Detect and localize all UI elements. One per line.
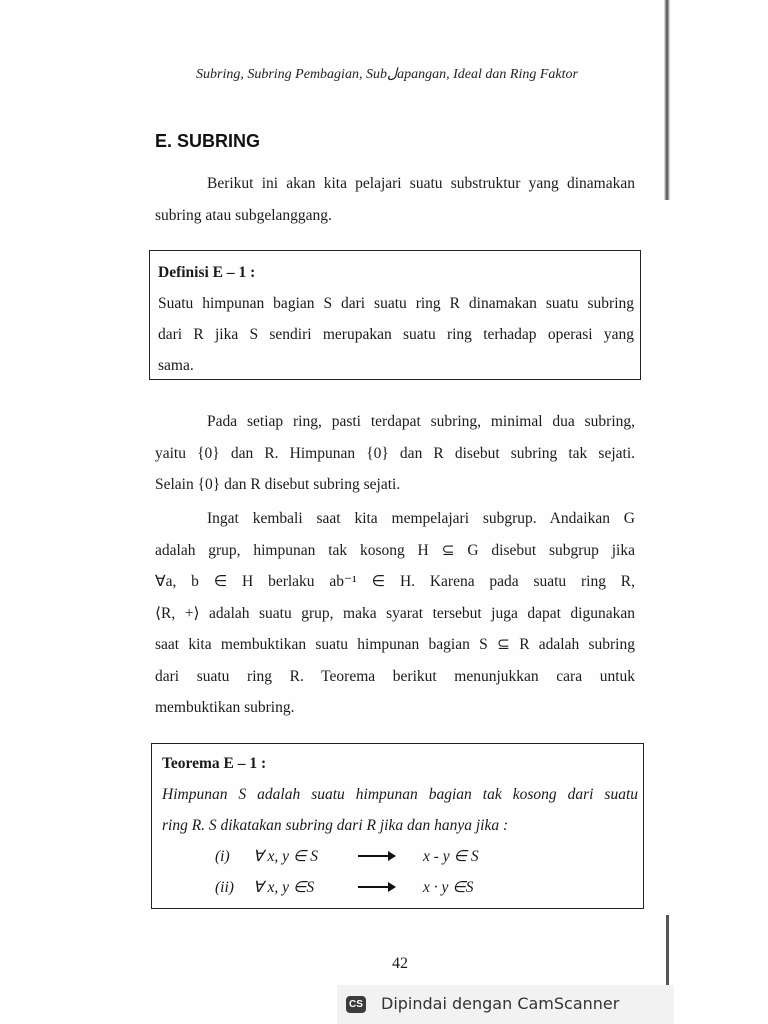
camscanner-logo-icon: CS [346,996,366,1013]
section-title: E. SUBRING [155,131,261,151]
page-number: 42 [392,955,408,972]
page-edge-shadow [664,0,670,200]
page-edge-shadow-lower [666,915,669,985]
theorem-line-1: Himpunan S adalah suatu himpunan bagian tak kosong dari suatu [162,786,638,803]
paragraph-1 [155,406,635,501]
paragraph-2-line-1: Ingat kembali saat kita mempelajari subgrup. Andaikan G [207,510,635,527]
paragraph-1-line-2: yaitu {0} dan R. Himpunan {0} dan R disebut subring tak sejati. [155,444,635,462]
intro-line-1: Berikut ini akan kita pelajari suatu substruktur yang dinamakan [207,175,635,192]
condition-row-2 [162,872,638,903]
theorem-box [151,743,644,909]
paragraph-2-line-2: adalah grup, himpunan tak kosong H ⊆ G disebut subgrup jika [155,541,635,559]
paragraph-2-line-6: dari suatu ring R. Teorema berikut menunjukkan cara untuk [155,667,635,685]
paragraph-1-line-1: Pada setiap ring, pasti terdapat subring, minimal dua subring, [207,413,635,430]
theorem-title: Teorema E – 1 : [162,755,267,772]
paragraph-2 [155,503,635,724]
definition-title: Definisi E – 1 : [158,264,256,281]
condition-2-premise: ∀ x, y ∈S [253,879,315,896]
definition-line-2: dari R jika S sendiri merupakan suatu ring terhadap operasi yang [158,326,634,343]
definition-line-3: sama. [158,357,194,374]
intro-paragraph [155,168,635,231]
paragraph-1-line-3: Selain {0} dan R disebut subring sejati. [155,476,401,493]
paragraph-2-line-7: membuktikan subring. [155,699,295,716]
theorem-line-2: ring R. S dikatakan subring dari R jika dan hanya jika : [162,817,509,834]
condition-2-label: (ii) [215,879,234,896]
intro-line-2: subring atau subgelanggang. [155,206,332,224]
arrow-right-icon [358,872,394,903]
condition-2-result: x · y ∈S [423,879,474,896]
condition-1-premise: ∀ x, y ∈ S [253,848,318,865]
paragraph-2-line-5: saat kita membuktikan suatu himpunan bagian S ⊆ R adalah subring [155,636,635,653]
paragraph-2-line-3: ∀a, b ∈ H berlaku ab⁻¹ ∈ H. Karena pada suatu ring R, [155,573,635,590]
condition-row-1 [162,841,638,872]
running-header: Subring, Subring Pembagian, Subلapangan, Ideal dan Ring Faktor [196,67,578,82]
definition-box [149,250,641,380]
scanner-watermark-text: Dipindai dengan CamScanner [381,994,620,1013]
condition-1-result: x - y ∈ S [423,848,479,865]
definition-line-1: Suatu himpunan bagian S dari suatu ring R dinamakan suatu subring [158,295,634,312]
condition-1-label: (i) [215,848,230,865]
arrow-right-icon [358,841,394,872]
paragraph-2-line-4: ⟨R, +⟩ adalah suatu grup, maka syarat tersebut juga dapat digunakan [155,604,635,622]
